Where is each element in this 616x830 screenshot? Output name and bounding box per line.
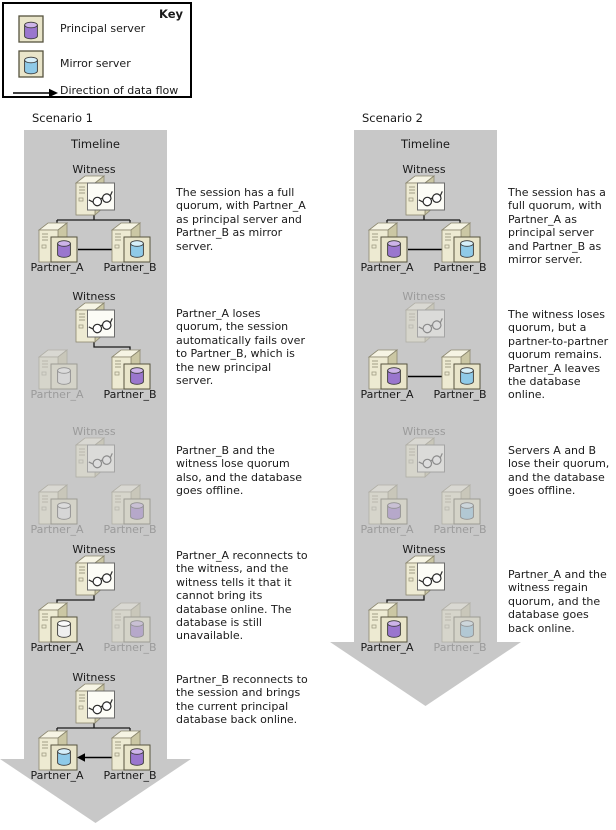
partner-b-label: Partner_B <box>433 641 487 654</box>
partner-b-label: Partner_B <box>103 641 157 654</box>
witness-label: Witness <box>72 543 116 556</box>
partner-a-label: Partner_A <box>30 641 84 654</box>
principal-server-icon <box>18 15 44 47</box>
partner-a-server-icon <box>364 221 410 263</box>
key-item-label: Mirror server <box>60 57 131 70</box>
stage <box>24 671 167 785</box>
witness-label: Witness <box>72 290 116 303</box>
partner-b-server-icon <box>107 601 153 643</box>
partner-a-server-icon <box>34 729 80 771</box>
partner-b-server-icon <box>107 348 153 390</box>
partner-b-server-icon <box>437 483 483 525</box>
partner-a-server-icon <box>364 601 410 643</box>
partner-a-server-icon <box>34 348 80 390</box>
stage <box>354 543 497 657</box>
partner-a-label: Partner_A <box>30 523 84 536</box>
partner-b-server-icon <box>437 221 483 263</box>
witness-server-icon <box>71 554 117 596</box>
legend <box>2 2 192 98</box>
key-item-label: Principal server <box>60 22 146 35</box>
stage <box>354 163 497 277</box>
witness-label: Witness <box>72 671 116 684</box>
witness-label: Witness <box>72 425 116 438</box>
partner-a-label: Partner_A <box>30 769 84 782</box>
scenario-title: Scenario 1 <box>32 111 93 125</box>
mirror-server-icon <box>18 50 44 82</box>
stage-description: The session has a full quorum, with Partner_A as principal server and Partner_B as mirror server. <box>508 186 606 267</box>
stage <box>24 425 167 539</box>
partner-b-server-icon <box>437 348 483 390</box>
witness-server-icon <box>401 554 447 596</box>
witness-server-icon <box>401 174 447 216</box>
partner-b-server-icon <box>437 601 483 643</box>
witness-server-icon <box>71 436 117 478</box>
witness-server-icon <box>71 174 117 216</box>
partner-a-label: Partner_A <box>30 261 84 274</box>
partner-b-label: Partner_B <box>433 261 487 274</box>
scenario-title: Scenario 2 <box>362 111 423 125</box>
partner-b-label: Partner_B <box>433 523 487 536</box>
witness-label: Witness <box>72 163 116 176</box>
stage-description: Servers A and B lose their quorum, and the database goes offline. <box>508 444 610 498</box>
stage <box>354 290 497 404</box>
partner-b-label: Partner_B <box>103 388 157 401</box>
timeline-label: Timeline <box>71 137 120 151</box>
witness-label: Witness <box>402 163 446 176</box>
partner-a-server-icon <box>364 483 410 525</box>
stage <box>24 543 167 657</box>
partner-a-label: Partner_A <box>360 261 414 274</box>
partner-b-server-icon <box>107 483 153 525</box>
partner-a-server-icon <box>34 221 80 263</box>
stage-description: Partner_A loses quorum, the session automatically fails over to Partner_B, which is the new principal server. <box>176 307 305 388</box>
timeline-label: Timeline <box>401 137 450 151</box>
witness-server-icon <box>71 682 117 724</box>
partner-b-label: Partner_B <box>103 523 157 536</box>
stage-description: Partner_B reconnects to the session and brings the current principal database back online. <box>176 673 308 727</box>
stage <box>354 425 497 539</box>
witness-label: Witness <box>402 425 446 438</box>
partner-a-label: Partner_A <box>360 523 414 536</box>
partner-a-label: Partner_A <box>30 388 84 401</box>
data-flow-arrow-icon <box>12 84 59 103</box>
partner-b-server-icon <box>107 729 153 771</box>
partner-a-server-icon <box>364 348 410 390</box>
stage-description: Partner_B and the witness lose quorum also, and the database goes offline. <box>176 444 302 498</box>
partner-a-server-icon <box>34 601 80 643</box>
stage-description: Partner_A reconnects to the witness, and the witness tells it that it cannot bring its database online. The database is still unavailable. <box>176 549 308 643</box>
partner-b-label: Partner_B <box>103 261 157 274</box>
witness-server-icon <box>401 301 447 343</box>
partner-b-label: Partner_B <box>103 769 157 782</box>
witness-label: Witness <box>402 290 446 303</box>
stage <box>24 163 167 277</box>
partner-a-label: Partner_A <box>360 388 414 401</box>
witness-server-icon <box>71 301 117 343</box>
stage <box>24 290 167 404</box>
stage-description: Partner_A and the witness regain quorum, and the database goes back online. <box>508 568 607 635</box>
legend-title: Key <box>158 7 183 21</box>
witness-server-icon <box>401 436 447 478</box>
witness-label: Witness <box>402 543 446 556</box>
partner-a-label: Partner_A <box>360 641 414 654</box>
stage-description: The witness loses quorum, but a partner-to-partner quorum remains. Partner_A leaves the database online. <box>508 308 609 402</box>
partner-b-label: Partner_B <box>433 388 487 401</box>
partner-a-server-icon <box>34 483 80 525</box>
partner-b-server-icon <box>107 221 153 263</box>
stage-description: The session has a full quorum, with Partner_A as principal server and Partner_B as mirror server. <box>176 186 306 253</box>
key-item-label: Direction of data flow <box>60 84 179 97</box>
